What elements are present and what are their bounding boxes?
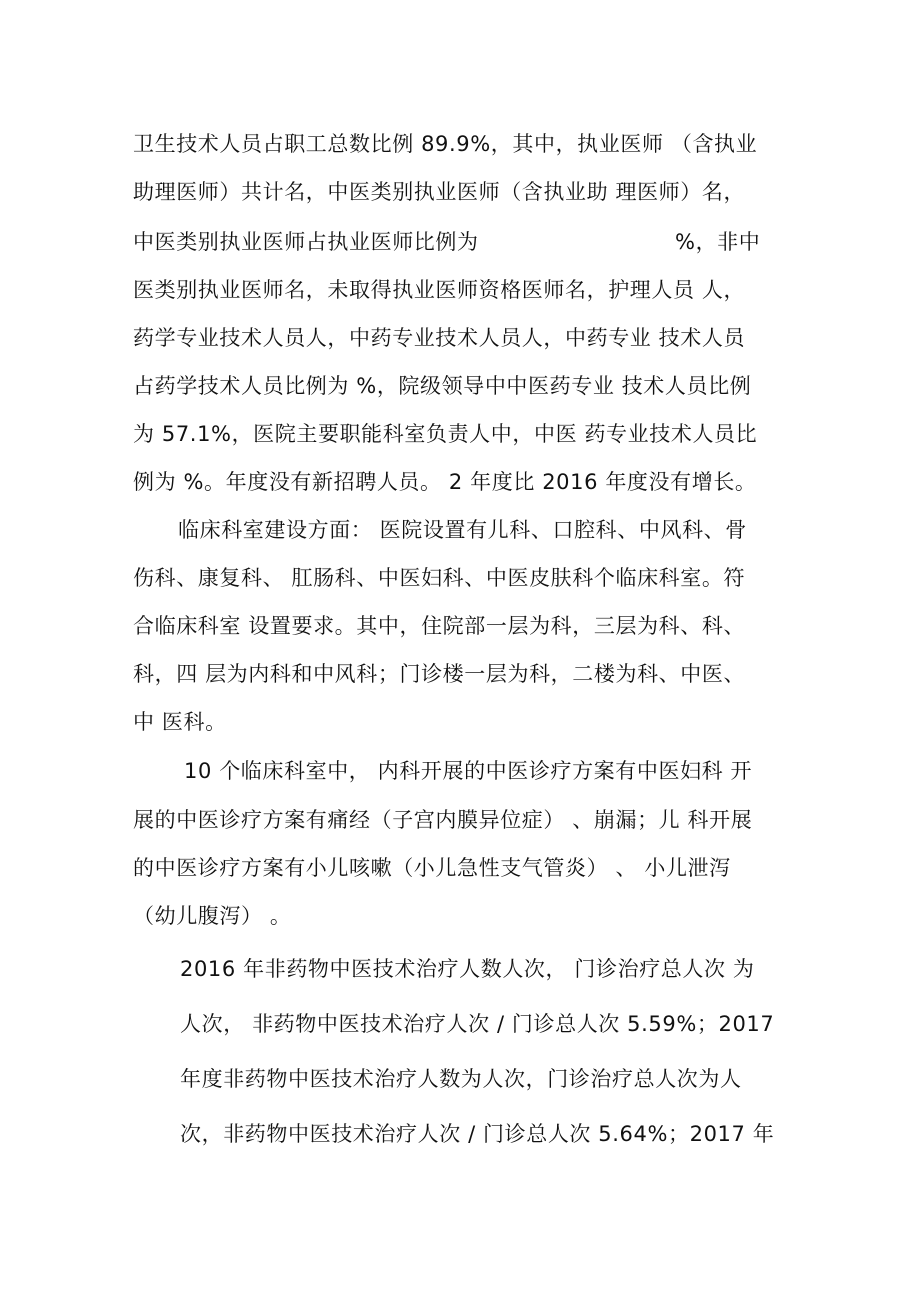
text-line: 2016 年非药物中医技术治疗人数人次， 门诊治疗总人次 为 [180, 957, 755, 981]
text-line: 的中医诊疗方案有小儿咳嗽（小儿急性支气管炎） 、 小儿泄泻 [133, 856, 731, 880]
text-line: 例为 %。年度没有新招聘人员。 2 年度比 2016 年度没有增长。 [133, 470, 757, 494]
text-line: 助理医师）共计名，中医类别执业医师（含执业助 理医师）名， [133, 180, 746, 204]
text-line: 中医类别执业医师占执业医师比例为 %，非中 [133, 230, 761, 254]
text-line: 药学专业技术人员人，中药专业技术人员人，中药专业 技术人员 [133, 326, 746, 350]
text-line: 为 57.1%，医院主要职能科室负责人中，中医 药专业技术人员比 [133, 422, 758, 446]
text-line: 中 医科。 [133, 710, 227, 734]
text-line: 10 个临床科室中， 内科开展的中医诊疗方案有中医妇科 开 [184, 759, 753, 783]
text-line: 合临床科室 设置要求。其中，住院部一层为科，三层为科、科、 [133, 614, 746, 638]
text-line: 科，四 层为内科和中风科；门诊楼一层为科，二楼为科、中医、 [133, 662, 746, 686]
text-line: 展的中医诊疗方案有痛经（子宫内膜异位症） 、崩漏；儿 科开展 [133, 808, 753, 832]
text-line: 卫生技术人员占职工总数比例 89.9%，其中，执业医师 （含执业 [133, 132, 758, 156]
text-line: 医类别执业医师名，未取得执业医师资格医师名，护理人员 人， [133, 278, 746, 302]
text-line: 年度非药物中医技术治疗人数为人次，门诊治疗总人次为人 [180, 1067, 742, 1091]
text-line: 伤科、康复科、 肛肠科、中医妇科、中医皮肤科个临床科室。符 [133, 566, 746, 590]
text-line: 临床科室建设方面： 医院设置有儿科、口腔科、中风科、骨 [178, 518, 747, 542]
text-line: （幼儿腹泻） 。 [133, 904, 292, 928]
text-line: 次，非药物中医技术治疗人次 / 门诊总人次 5.64%；2017 年 [180, 1122, 775, 1146]
text-line: 人次， 非药物中医技术治疗人次 / 门诊总人次 5.59%；2017 [180, 1012, 775, 1036]
text-line: 占药学技术人员比例为 %，院级领导中中医药专业 技术人员比例 [133, 374, 752, 398]
